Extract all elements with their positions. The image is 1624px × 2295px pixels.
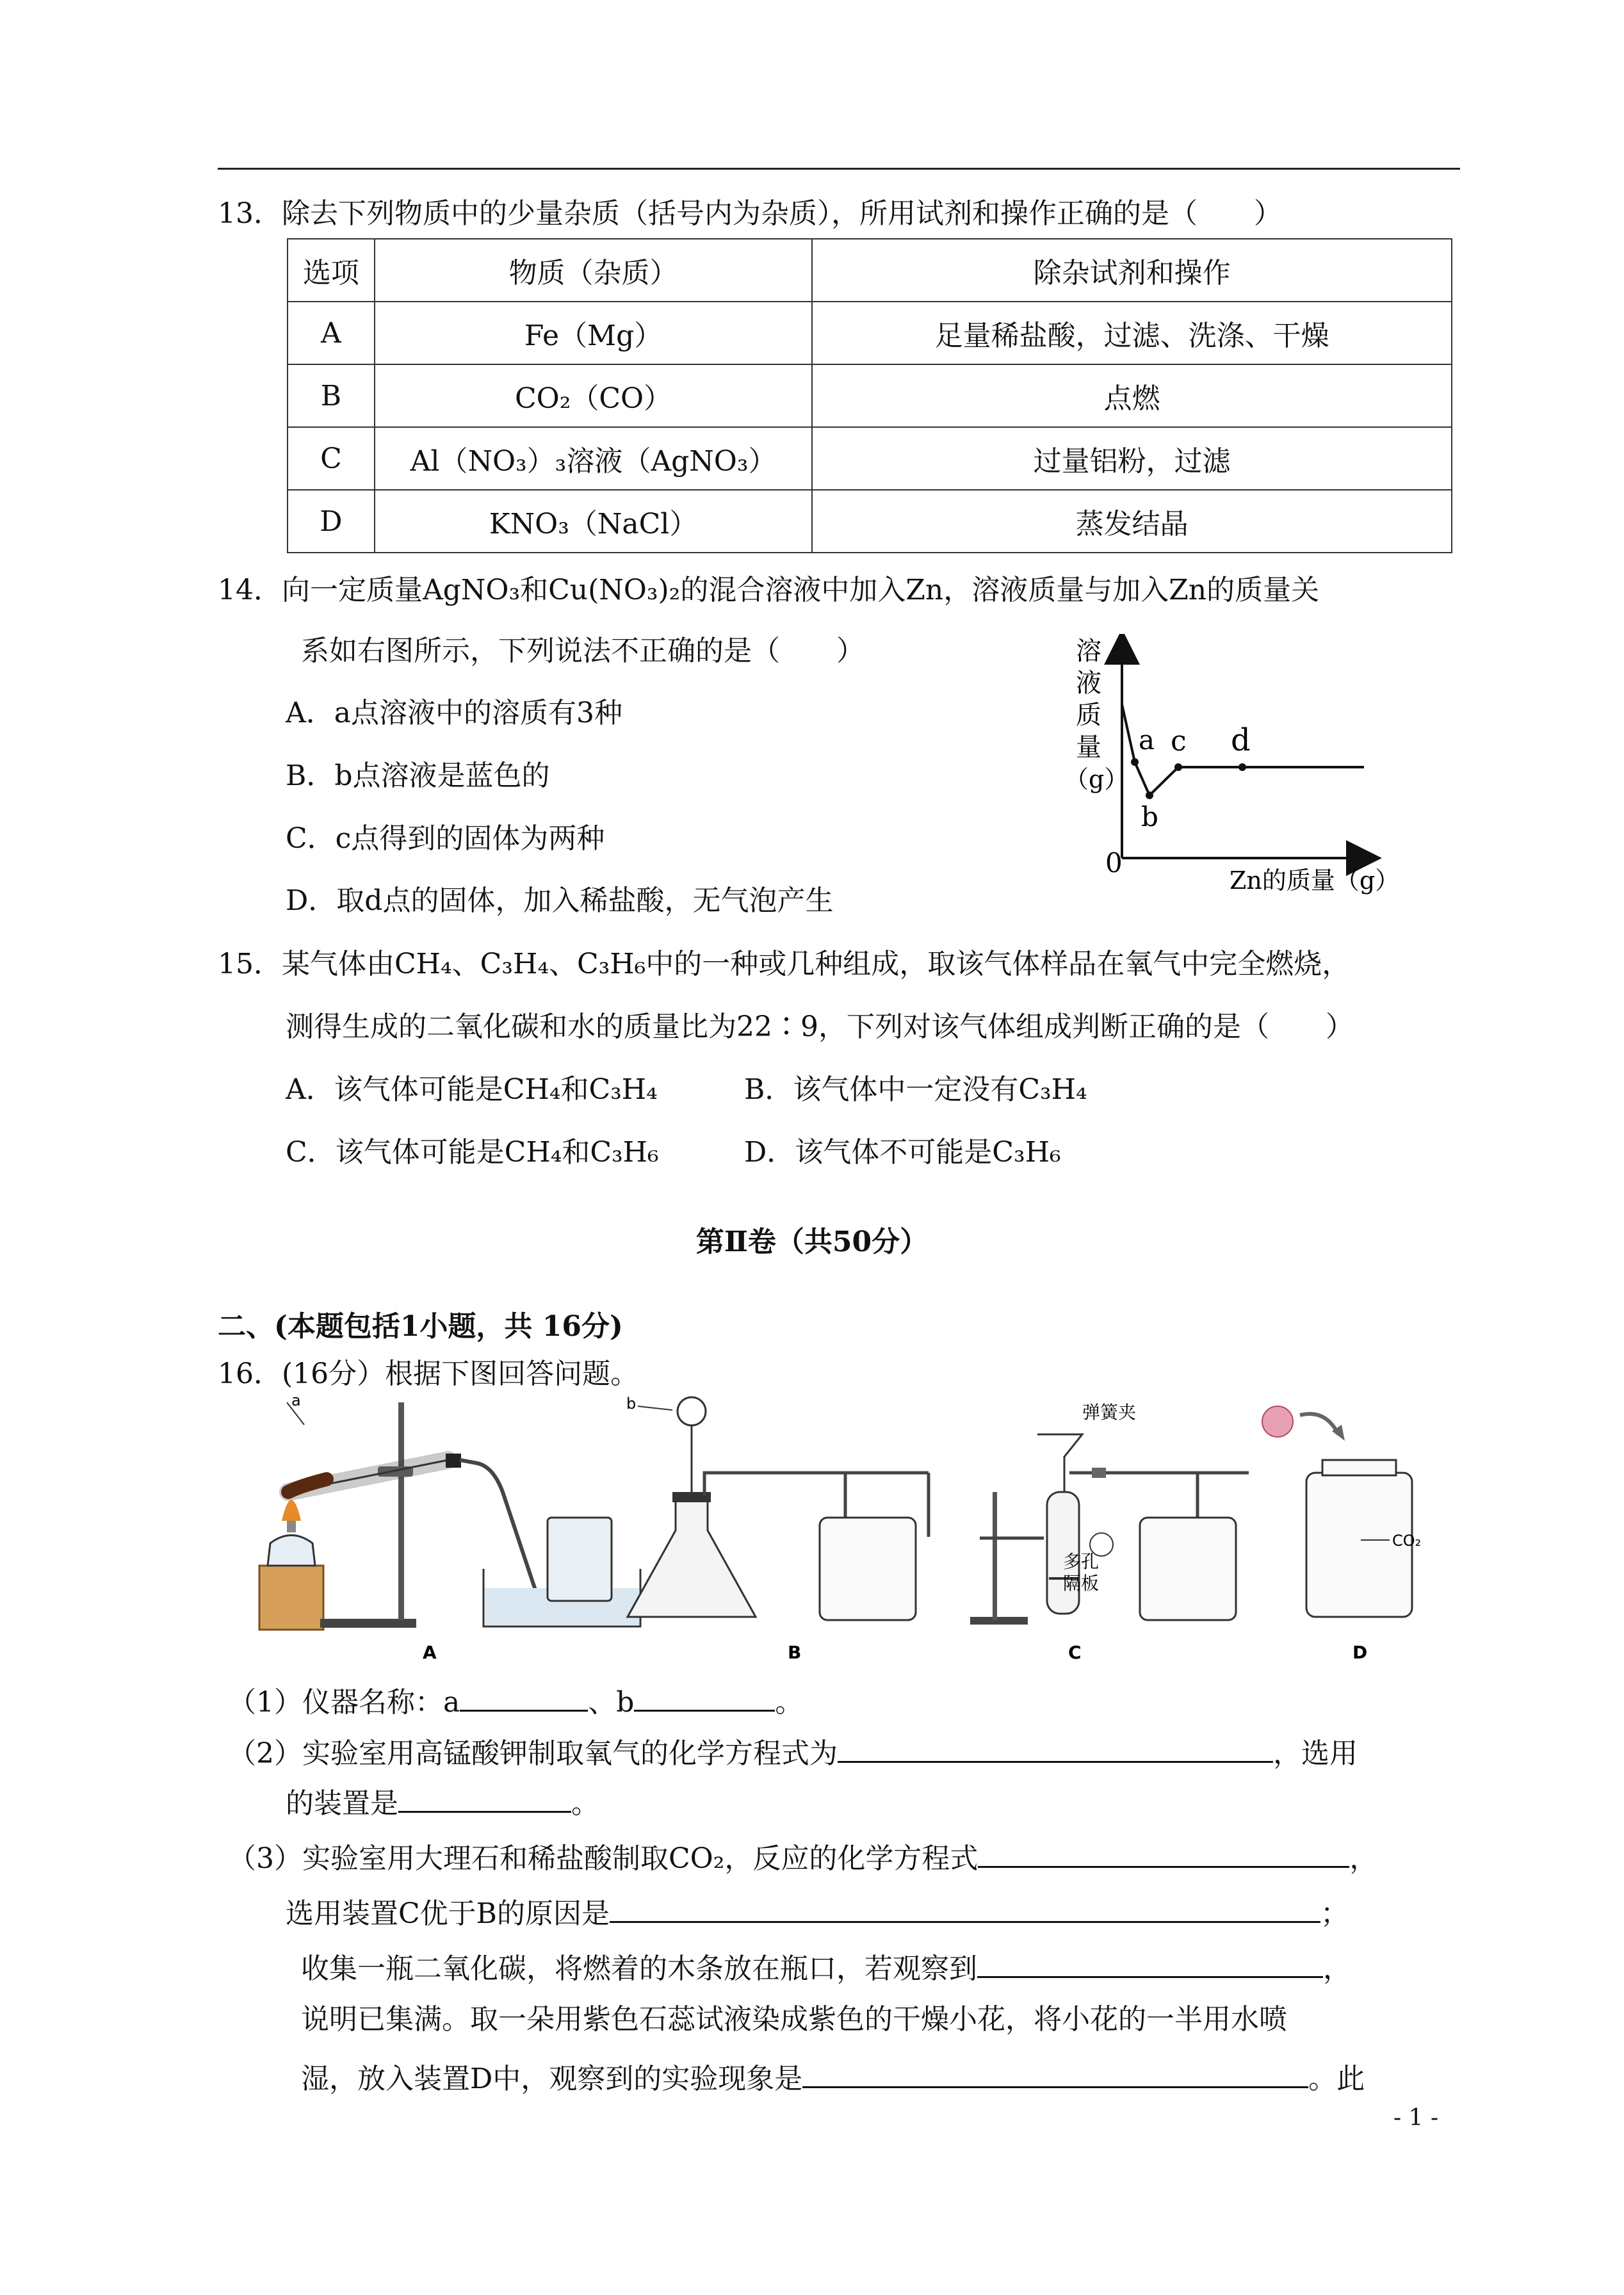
q16-part2-line2-start: 的装置是: [286, 1787, 398, 1820]
answer-blank-device[interactable]: [398, 1785, 571, 1813]
q14-option-b: B．b点溶液是蓝色的: [286, 759, 550, 792]
q15-option-b: B．该气体中一定没有C₃H₄: [744, 1073, 1087, 1106]
conical-flask: [628, 1498, 756, 1617]
section-heading: 二、(本题包括1小题，共 16分): [218, 1310, 623, 1343]
q15-option-c: C．该气体可能是CH₄和C₃H₆: [286, 1136, 659, 1169]
q13-header-row: [288, 239, 1452, 302]
q16-part2-line2: [286, 1785, 599, 1818]
q16-part3-line3-start: 收集一瓶二氧化碳，将燃着的木条放在瓶口，若观察到: [301, 1952, 977, 1985]
q16-part2-line2-end: 。: [571, 1787, 599, 1820]
q16-part1: [228, 1684, 803, 1717]
q15-option-d: D．该气体不可能是C₃H₆: [744, 1136, 1061, 1169]
y-label-char: 液: [1076, 669, 1101, 698]
label-b-leader: [638, 1406, 672, 1410]
q14-graph: [1063, 634, 1428, 909]
point-b-label: b: [1141, 801, 1158, 832]
table-row: [288, 490, 1452, 553]
q16-part3-line3: [301, 1950, 1351, 1983]
point-c-label: c: [1171, 725, 1187, 758]
instrument-b-label: b: [626, 1396, 637, 1413]
q13-method: 足量稀盐酸，过滤、洗涤、干燥: [812, 302, 1452, 364]
q16-part3-line5-start: 湿，放入装置D中，观察到的实验现象是: [301, 2063, 803, 2095]
q13-method: 过量铝粉，过滤: [812, 427, 1452, 490]
q16-part3-line2: [286, 1895, 1349, 1928]
instrument-a-label: a: [291, 1396, 301, 1409]
lamp-wick: [287, 1521, 296, 1532]
q13-substance: KNO₃（NaCl）: [375, 490, 812, 553]
q13-method: 点燃: [812, 364, 1452, 427]
spring-clip: [1092, 1468, 1106, 1478]
q16-part3-start: （3）实验室用大理石和稀盐酸制取CO₂，反应的化学方程式: [228, 1842, 978, 1875]
q13-header-method: 除杂试剂和操作: [812, 239, 1452, 302]
q13-method: 蒸发结晶: [812, 490, 1452, 553]
flower-icon: [1262, 1406, 1293, 1437]
answer-blank-co2-equation[interactable]: [978, 1840, 1349, 1868]
stand-base-c: [970, 1617, 1028, 1625]
point-b: [1146, 791, 1153, 799]
stand-base: [320, 1619, 416, 1628]
q16-part2: [228, 1735, 1358, 1768]
clip-label: 弹簧夹: [1082, 1402, 1137, 1423]
q13-option: D: [288, 490, 375, 553]
q16-part1-end: 。: [775, 1686, 804, 1719]
co2-label: CO₂: [1392, 1532, 1422, 1550]
table-row: [288, 364, 1452, 427]
q14-stem-line2: 系如右图所示，下列说法不正确的是（ ）: [301, 635, 865, 667]
answer-blank-phenomenon[interactable]: [802, 2061, 1308, 2088]
q13-substance: Al（NO₃）₃溶液（AgNO₃）: [375, 427, 812, 490]
answer-blank-observation[interactable]: [977, 1950, 1323, 1978]
apparatus-label: D: [1352, 1642, 1368, 1663]
q16-part2-end: ，选用: [1273, 1737, 1358, 1770]
alcohol-lamp: [268, 1536, 315, 1566]
q16-part3-line3-end: ，: [1323, 1952, 1351, 1985]
q14-option-a: A．a点溶液中的溶质有3种: [286, 697, 623, 729]
stopper: [446, 1454, 461, 1468]
apparatus-b: [626, 1396, 929, 1620]
q16-stem: 16．(16分）根据下图回答问题。: [218, 1358, 639, 1390]
y-label-char: 质: [1076, 701, 1101, 730]
gas-jar: [548, 1518, 612, 1601]
q13-option: A: [288, 302, 375, 364]
answer-blank-b[interactable]: [634, 1684, 775, 1712]
point-a-label: a: [1139, 724, 1155, 756]
origin-label: 0: [1105, 847, 1123, 879]
point-d-label: d: [1231, 722, 1251, 758]
q13-option: B: [288, 364, 375, 427]
q13-option: C: [288, 427, 375, 490]
y-label-char: 量: [1076, 733, 1101, 762]
stand-rod: [398, 1402, 404, 1620]
q15-stem-line1: 15．某气体由CH₄、C₃H₄、C₃H₆中的一种或几种组成，取该气体样品在氧气中完全燃烧，: [218, 948, 1351, 980]
q16-part3-line5-end: 。此: [1308, 2063, 1365, 2095]
q14-option-c: C．c点得到的固体为两种: [286, 822, 605, 855]
apparatus-c: [970, 1402, 1249, 1625]
q16-part3-line5: [301, 2061, 1365, 2093]
funnel-bulb: [678, 1397, 706, 1425]
bottle-neck-d: [1322, 1460, 1396, 1475]
q15-option-a: A．该气体可能是CH₄和C₃H₄: [286, 1073, 658, 1106]
q14-option-d: D．取d点的固体，加入稀盐酸，无气泡产生: [286, 884, 834, 917]
wood-block: [259, 1566, 323, 1630]
x-axis-label: Zn的质量（g）: [1230, 866, 1400, 895]
q13-substance: Fe（Mg）: [375, 302, 812, 364]
plate-label: 隔板: [1063, 1573, 1100, 1594]
page-number: - 1 -: [1393, 2105, 1439, 2131]
apparatus-d: [1262, 1406, 1421, 1617]
answer-blank-reason[interactable]: [610, 1895, 1320, 1923]
apparatus-label: A: [423, 1642, 437, 1663]
tube-guide: [768, 1473, 832, 1486]
point-c: [1174, 763, 1182, 771]
apparatus-figure: [256, 1396, 1422, 1665]
apparatus-label: B: [788, 1642, 802, 1663]
q13-substance: CO₂（CO）: [375, 364, 812, 427]
q13-stem: 13．除去下列物质中的少量杂质（括号内为杂质），所用试剂和操作正确的是（ ）: [218, 197, 1282, 230]
q13-header-option: 选项: [288, 239, 375, 302]
q15-stem-line2: 测得生成的二氧化碳和水的质量比为22∶9，下列对该气体组成判断正确的是（ ）: [286, 1010, 1354, 1043]
collecting-bottle-b: [820, 1518, 916, 1620]
answer-blank-a[interactable]: [460, 1684, 588, 1712]
q16-part3-end: ，: [1349, 1842, 1378, 1875]
q14-stem-line1: 14．向一定质量AgNO₃和Cu(NO₃)₂的混合溶液中加入Zn，溶液质量与加入Zn的质量关: [218, 574, 1320, 606]
y-label-unit: （g）: [1064, 765, 1129, 793]
q16-part1-sep: 、b: [588, 1686, 635, 1719]
answer-blank-equation[interactable]: [838, 1735, 1273, 1763]
q13-table: [287, 238, 1452, 553]
q16-part3: [228, 1840, 1377, 1873]
y-label-char: 溶: [1076, 637, 1101, 666]
q16-part1-start: （1）仪器名称：a: [228, 1686, 460, 1719]
table-row: [288, 302, 1452, 364]
flame: [282, 1500, 301, 1521]
q16-part3-line2-end: ；: [1320, 1897, 1349, 1930]
header-rule: [218, 168, 1460, 170]
q13-header-substance: 物质（杂质）: [375, 239, 812, 302]
collecting-bottle-c: [1140, 1518, 1236, 1620]
q16-part3-line2-start: 选用装置C优于B的原因是: [286, 1897, 610, 1930]
apparatus-label: C: [1068, 1642, 1082, 1663]
point-a: [1131, 758, 1139, 766]
part2-title: 第Ⅱ卷（共50分）: [695, 1226, 929, 1258]
plate-label: 多孔: [1063, 1551, 1100, 1572]
q16-part3-line4: 说明已集满。取一朵用紫色石蕊试液染成紫色的干燥小花，将小花的一半用水喷: [301, 2003, 1287, 2036]
table-row: [288, 427, 1452, 490]
point-d: [1238, 763, 1246, 771]
apparatus-a: [259, 1396, 640, 1630]
q16-part2-start: （2）实验室用高锰酸钾制取氧气的化学方程式为: [228, 1737, 838, 1770]
stand-rod-c: [993, 1492, 997, 1620]
